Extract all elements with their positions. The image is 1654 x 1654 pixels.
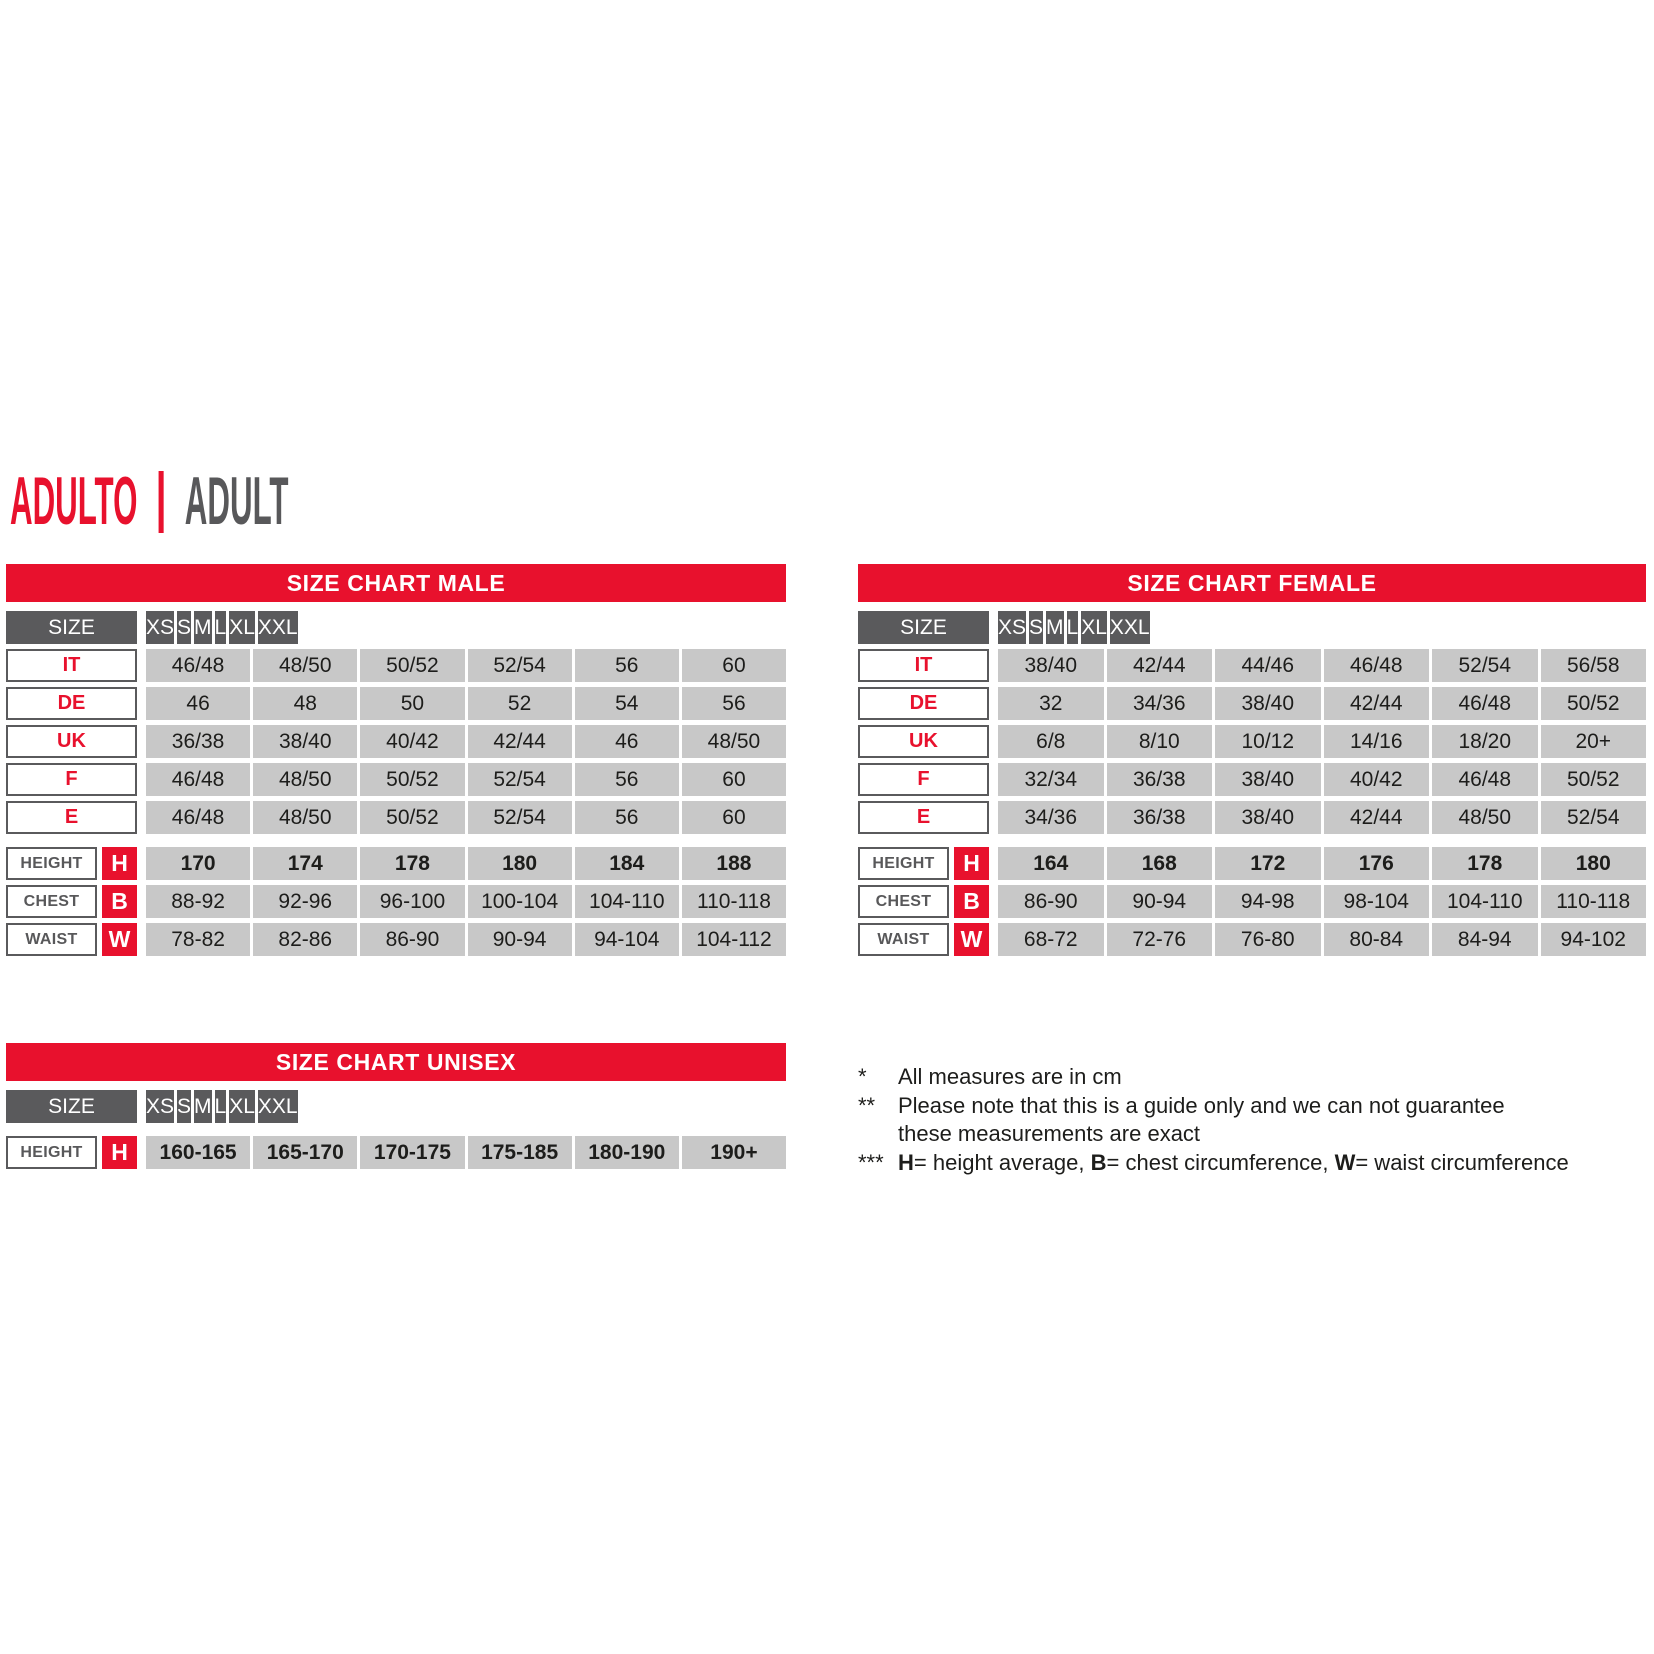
size-cell: 56/58 [1541,649,1647,682]
country-code-label: IT [858,649,989,682]
size-cell: 48/50 [682,725,786,758]
table-title-band: SIZE CHART MALE [6,564,786,602]
size-cell: 8/10 [1107,725,1213,758]
measure-row-cells [146,847,786,880]
column-header-cell: S [1029,611,1043,644]
measure-cell: 188 [682,847,786,880]
measure-label: WAIST [6,923,97,956]
size-chart-female-table [858,564,1646,961]
size-chart-unisex-table [6,1043,786,1174]
size-cell: 60 [682,649,786,682]
country-label-slot [858,801,989,834]
size-cell: 38/40 [1215,763,1321,796]
measure-cell: 84-94 [1432,923,1538,956]
size-cell: 56 [575,763,679,796]
measure-cell: 82-86 [253,923,357,956]
country-code-label: DE [858,687,989,720]
column-header-cell: L [1067,611,1079,644]
measure-cell: 110-118 [682,885,786,918]
size-row-cells [146,649,786,682]
measure-code-badge: W [102,923,137,956]
size-cell: 50/52 [360,763,464,796]
size-cell: 42/44 [1324,801,1430,834]
footnote-segment: B [1090,1149,1107,1175]
footnote-segment: All measures are in cm [898,1064,1122,1089]
size-cell: 50/52 [1541,687,1647,720]
measure-cell: 90-94 [1107,885,1213,918]
measure-code-badge: H [102,1136,137,1169]
measure-cell: 165-170 [253,1136,357,1169]
country-code-label: UK [6,725,137,758]
size-cell: 56 [575,801,679,834]
footnote-segment: = waist circumference [1355,1149,1569,1175]
size-cell: 52/54 [468,763,572,796]
measure-cell: 172 [1215,847,1321,880]
size-row-cells [998,725,1646,758]
measure-cell: 98-104 [1324,885,1430,918]
country-code-label: E [858,801,989,834]
measure-row-cells [146,885,786,918]
size-row-cells [998,687,1646,720]
size-row [858,763,1646,796]
size-cell: 56 [682,687,786,720]
measure-label-slot [858,923,989,956]
footnote-line [898,1063,1638,1092]
size-cell: 52 [468,687,572,720]
measure-label: HEIGHT [6,1136,97,1169]
size-cell: 46/48 [146,763,250,796]
measure-label: WAIST [858,923,949,956]
measure-label: HEIGHT [6,847,97,880]
measure-cell: 72-76 [1107,923,1213,956]
measure-row [858,885,1646,918]
title-secondary: ADULT [184,463,289,539]
size-cell: 48/50 [253,649,357,682]
size-cell: 20+ [1541,725,1647,758]
size-cell: 36/38 [146,725,250,758]
size-cell: 52/54 [468,801,572,834]
size-row [6,801,786,834]
size-cell: 36/38 [1107,801,1213,834]
measure-cell: 94-98 [1215,885,1321,918]
measure-cell: 80-84 [1324,923,1430,956]
size-row [6,649,786,682]
measure-code-badge: W [954,923,989,956]
measure-cell: 184 [575,847,679,880]
measure-label-slot [858,847,989,880]
measure-cell: 180 [1541,847,1647,880]
footnote-segment: Please note that this is a guide only and we can not guarantee [898,1092,1505,1118]
measure-cell: 180-190 [575,1136,679,1169]
size-cell: 60 [682,801,786,834]
country-label-slot [6,725,137,758]
measure-cell: 92-96 [253,885,357,918]
footnote-marker: ** [858,1092,876,1118]
measure-row-cells [998,847,1646,880]
measure-row [6,885,786,918]
footnote-text [898,1063,1638,1092]
size-cell: 54 [575,687,679,720]
measure-cell: 190+ [682,1136,786,1169]
column-header-row [858,611,1646,644]
measure-cell: 104-110 [1432,885,1538,918]
size-cell: 46/48 [1432,687,1538,720]
size-cell: 46 [146,687,250,720]
measure-cell: 68-72 [998,923,1104,956]
measure-cell: 175-185 [468,1136,572,1169]
country-code-label: IT [6,649,137,682]
size-cell: 50 [360,687,464,720]
column-header-cell: XXL [258,1090,298,1123]
country-code-label: F [6,763,137,796]
footnote-line [898,1120,1638,1149]
measure-cell: 86-90 [998,885,1104,918]
column-header-cell: XL [229,611,255,644]
size-cell: 48/50 [253,763,357,796]
size-chart-male-table [6,564,786,961]
footnote-segment: = height average, [913,1149,1091,1175]
country-label-slot [6,649,137,682]
size-row [6,725,786,758]
footnote [858,1063,1638,1092]
column-header-cell: XL [1081,611,1107,644]
size-cell: 40/42 [360,725,464,758]
country-label-slot [6,687,137,720]
size-cell: 42/44 [1324,687,1430,720]
measure-cell: 180 [468,847,572,880]
title-separator-bar [159,471,164,533]
measure-row [858,923,1646,956]
column-header-cells [146,1090,786,1123]
size-cell: 46 [575,725,679,758]
footnote-text [898,1092,1638,1149]
page-title [10,463,289,539]
measure-cell: 104-112 [682,923,786,956]
measure-label-slot [6,847,137,880]
size-cell: 46/48 [1432,763,1538,796]
size-row-cells [146,801,786,834]
size-cell: 40/42 [1324,763,1430,796]
size-cell: 42/44 [1107,649,1213,682]
measure-cell: 170-175 [360,1136,464,1169]
footnote-segment: H [898,1149,914,1175]
size-row-cells [998,763,1646,796]
country-label-slot [858,687,989,720]
size-header-cell: SIZE [6,611,137,644]
column-header-cell: XS [146,1090,174,1123]
size-row [6,763,786,796]
column-header-cell: M [1046,611,1064,644]
column-header-cell: S [177,611,191,644]
size-header-slot [6,1090,137,1123]
footnote-segment: W [1334,1149,1356,1175]
column-header-cell: XL [229,1090,255,1123]
size-row [858,649,1646,682]
size-cell: 42/44 [468,725,572,758]
size-cell: 44/46 [1215,649,1321,682]
size-cell: 56 [575,649,679,682]
column-header-cell: XS [146,611,174,644]
measure-row [858,847,1646,880]
column-header-cells [998,611,1646,644]
measure-cell: 110-118 [1541,885,1647,918]
table-title-band: SIZE CHART FEMALE [858,564,1646,602]
size-cell: 60 [682,763,786,796]
footnote-text [898,1149,1638,1178]
size-row [858,725,1646,758]
measure-cell: 96-100 [360,885,464,918]
measure-label-slot [6,1136,137,1169]
size-row-cells [146,687,786,720]
size-cell: 52/54 [1541,801,1647,834]
measure-label: CHEST [6,885,97,918]
size-row-cells [998,801,1646,834]
measure-cell: 76-80 [1215,923,1321,956]
size-header-cell: SIZE [858,611,989,644]
measure-label-slot [6,885,137,918]
size-cell: 18/20 [1432,725,1538,758]
measure-code-badge: H [102,847,137,880]
footnotes [858,1063,1638,1177]
country-label-slot [6,763,137,796]
measure-row-cells [998,923,1646,956]
footnote-line [898,1149,1638,1178]
column-header-row [6,1090,786,1123]
size-cell: 50/52 [360,649,464,682]
size-cell: 46/48 [1324,649,1430,682]
size-cell: 38/40 [1215,687,1321,720]
size-row [858,687,1646,720]
column-header-cell: M [194,1090,212,1123]
measure-cell: 94-102 [1541,923,1647,956]
column-header-cells [146,611,786,644]
size-cell: 46/48 [146,649,250,682]
footnote-segment: = chest circumference, [1106,1149,1335,1175]
measure-cell: 178 [1432,847,1538,880]
size-row-cells [998,649,1646,682]
country-code-label: UK [858,725,989,758]
measure-row [6,923,786,956]
size-cell: 50/52 [1541,763,1647,796]
column-header-cell: M [194,611,212,644]
measure-row [6,847,786,880]
footnote [858,1149,1638,1178]
size-row-cells [146,725,786,758]
column-header-cell: L [215,611,227,644]
size-cell: 38/40 [1215,801,1321,834]
size-header-slot [6,611,137,644]
footnote-segment: these measurements are exact [898,1121,1201,1146]
size-cell: 38/40 [253,725,357,758]
footnote [858,1092,1638,1149]
measure-label-slot [858,885,989,918]
size-cell: 10/12 [1215,725,1321,758]
measure-label: HEIGHT [858,847,949,880]
size-cell: 34/36 [998,801,1104,834]
size-cell: 48/50 [253,801,357,834]
size-row-cells [146,763,786,796]
size-cell: 32 [998,687,1104,720]
country-code-label: F [858,763,989,796]
country-code-label: E [6,801,137,834]
size-header-slot [858,611,989,644]
measure-row-cells [146,923,786,956]
size-cell: 48 [253,687,357,720]
measure-cell: 104-110 [575,885,679,918]
table-title-band: SIZE CHART UNISEX [6,1043,786,1081]
size-row [6,687,786,720]
column-header-cell: XXL [1110,611,1150,644]
measure-cell: 170 [146,847,250,880]
size-cell: 14/16 [1324,725,1430,758]
size-cell: 52/54 [1432,649,1538,682]
title-primary: ADULTO [10,463,138,539]
measure-row-cells [998,885,1646,918]
size-cell: 6/8 [998,725,1104,758]
size-cell: 48/50 [1432,801,1538,834]
country-label-slot [6,801,137,834]
footnote-line [898,1092,1638,1121]
measure-code-badge: B [102,885,137,918]
measure-cell: 178 [360,847,464,880]
column-header-cell: S [177,1090,191,1123]
measure-cell: 174 [253,847,357,880]
size-cell: 46/48 [146,801,250,834]
size-cell: 50/52 [360,801,464,834]
measure-cell: 168 [1107,847,1213,880]
measure-code-badge: H [954,847,989,880]
measure-cell: 78-82 [146,923,250,956]
measure-row [6,1136,786,1169]
measure-row-cells [146,1136,786,1169]
column-header-cell: L [215,1090,227,1123]
country-label-slot [858,725,989,758]
measure-label: CHEST [858,885,949,918]
measure-cell: 164 [998,847,1104,880]
measure-label-slot [6,923,137,956]
measure-cell: 176 [1324,847,1430,880]
column-header-cell: XS [998,611,1026,644]
country-label-slot [858,649,989,682]
country-code-label: DE [6,687,137,720]
footnote-marker: * [858,1064,867,1089]
size-cell: 36/38 [1107,763,1213,796]
size-header-cell: SIZE [6,1090,137,1123]
measure-cell: 90-94 [468,923,572,956]
measure-cell: 160-165 [146,1136,250,1169]
size-cell: 32/34 [998,763,1104,796]
country-label-slot [858,763,989,796]
size-cell: 52/54 [468,649,572,682]
column-header-row [6,611,786,644]
measure-cell: 100-104 [468,885,572,918]
measure-cell: 88-92 [146,885,250,918]
footnote-marker: *** [858,1149,884,1175]
column-header-cell: XXL [258,611,298,644]
size-cell: 38/40 [998,649,1104,682]
measure-code-badge: B [954,885,989,918]
measure-cell: 94-104 [575,923,679,956]
size-cell: 34/36 [1107,687,1213,720]
measure-cell: 86-90 [360,923,464,956]
size-row [858,801,1646,834]
